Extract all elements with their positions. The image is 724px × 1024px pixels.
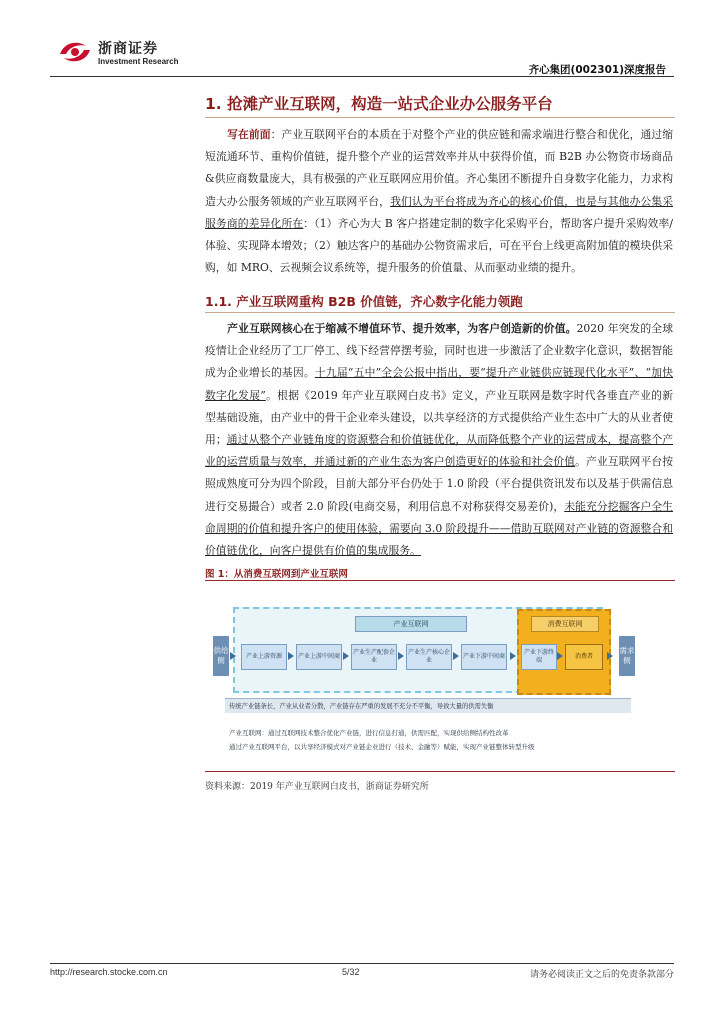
arrow-icon [510,652,516,660]
figure-caption: 图 1：从消费互联网到产业互联网 [205,569,348,580]
paragraph-underlined-2: 通过从整个产业链角度的资源整合和价值链优化，从而降低整个产业的运营成本，提高整个产业的运营质量与效率，并通过新的产业生态为客户创造更好的体验和社会价值 [205,433,674,469]
arrow-icon [607,652,613,660]
figure-bottom-rule [205,771,675,772]
node-upstream-resources: 产业上游资源 [241,644,287,670]
intro-underlined: 我们认为平台将成为齐心的核心价值，也是与其他办公集采服务商的差异化所在 [205,194,674,230]
figure-diagram [205,600,641,758]
section-heading-rule [205,117,675,118]
figure-line-1: 产业互联网：通过互联网技术整合优化产业链，进行信息打通，供需匹配，实现供给侧结构性改革 [229,729,509,737]
logo-text-en: Investment Research [98,57,179,66]
footer-disclaimer: 请务必阅读正文之后的免责条款部分 [529,970,674,980]
subsection-heading: 1.1. 产业互联网重构 B2B 价值链，齐心数字化能力领跑 [205,294,523,309]
industrial-internet-label [355,616,467,632]
intro-paragraph [205,124,673,279]
paragraph-underlined-3: 未能充分挖掘客户全生命周期的价值和提升客户的使用体验，需要向 3.0 阶段提升——借助互联网对产业链的资源整合和价值链优化，向客户提供有价值的集成服务。 [205,499,673,558]
node-consumer: 消费者 [565,644,603,670]
node-production-support: 产业生产配套企业 [351,644,397,670]
logo-icon [58,40,92,64]
arrow-icon [288,652,294,660]
demand-side-label: 需求侧 [619,636,635,676]
report-title: 齐心集团(002301)深度报告 [528,64,666,76]
traditional-note: 传统产业链条长，产业从业者分散，产业链存在严重的发展不充分不平衡，导致大量的供需失衡 [229,703,494,710]
node-downstream-intermediary: 产业下游中间商 [461,644,507,670]
logo-text-cn: 浙商证券 [98,41,158,57]
figure-top-rule [205,580,675,581]
node-production-core: 产业生产核心企业 [406,644,452,670]
paragraph-text-c: 。产业互联网平台按照成熟度可分为四个阶段，目前大部分平台仍处于 1.0 阶段（平台提供资讯发布以及基于供需信息进行交易撮合）或者 2.0 阶段(电商交易，利用信息不对称获得交易差价)， [205,455,674,513]
footer-url-link[interactable]: http://research.stocke.com.cn [50,967,168,977]
arrow-icon [230,652,236,660]
section-heading: 1. 抢滩产业互联网，构造一站式企业办公服务平台 [205,95,553,113]
industrial-internet-label-text: 产业互联网 [393,620,429,628]
body-paragraph [205,318,673,562]
arrow-icon [343,652,349,660]
header-divider [50,76,674,77]
intro-lead: 写在前面 [227,128,271,141]
paragraph-lead: 产业互联网核心在于缩减不增值环节、提升效率，为客户创造新的价值。 [227,322,577,335]
figure-source: 资料来源：2019 年产业互联网白皮书，浙商证券研究所 [205,782,429,792]
footer-divider [50,963,674,964]
arrow-icon [453,652,459,660]
intro-body-2: ：（1）齐心为大 B 客户搭建定制的数字化采购平台，帮助客户提升采购效率/体验、实现降本增效；（2）触达客户的基础办公物资需求后，可在平台上线更高附加值的模块供采购，如 MRO、云视频会议系统等，提升服务的价值量、从而驱动业绩的提升。 [205,216,673,275]
intro-body-1: ：产业互联网平台的本质在于对整个产业的供应链和需求端进行整合和优化，通过缩短流通环节、重构价值链，提升整个产业的运营效率并从中获得价值，而 B2B 办公物资市场商品&供应商数量庞大，具有极强的产业互联网应用价值。齐心集团不断提升自身数字化能力，力求构造大办公服务领域的产业互联网平台， [205,128,673,208]
paragraph-text-b: 。根据《2019 年产业互联网白皮书》定义，产业互联网是数字时代各垂直产业的新型基础设施，由产业中的骨干企业牵头建设，以共享经济的方式提供给产业生态中广大的从业者使用； [205,388,674,447]
arrow-icon [398,652,404,660]
paragraph-underlined-1: 十九届“五中”全会公报中指出，要“提升产业链供应链现代化水平”、“加快数字化发展” [205,366,673,402]
page-number: 5/32 [342,967,360,977]
consumer-internet-label [531,616,599,632]
paragraph-text-a: 2020 年突发的全球疫情让企业经历了工厂停工、线下经营停摆考验，同时也进一步激活了企业数字化意识，数据智能成为企业增长的基因。 [205,322,673,380]
subsection-heading-rule [205,312,675,313]
consumer-internet-label-text: 消费互联网 [547,620,583,628]
arrow-icon [557,652,563,660]
supply-side-label: 供给侧 [213,636,229,676]
node-upstream-intermediary: 产业上游中间商 [296,644,342,670]
figure-line-2: 通过产业互联网平台，以共享经济模式对产业链企业进行（技术、金融等）赋能，实现产业链整体转型升级 [229,743,535,751]
node-downstream-terminal: 产业下游终端 [521,644,557,670]
